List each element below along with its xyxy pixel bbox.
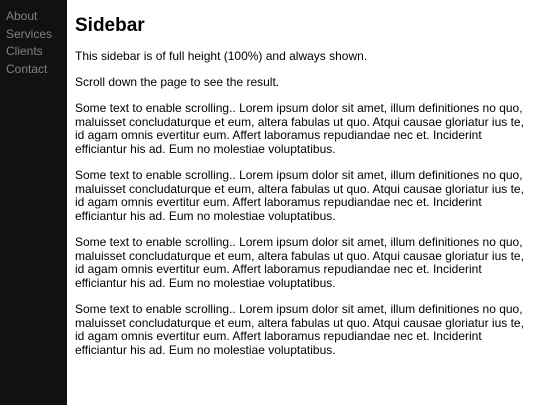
main-content (75, 0, 535, 357)
sidebar (0, 0, 67, 405)
sidebar-link-contact[interactable]: Contact (6, 61, 48, 76)
intro-text: This sidebar is of full height (100%) and always shown. (75, 49, 368, 63)
sidebar-link-about[interactable]: About (6, 9, 38, 23)
body-paragraph: Some text to enable scrolling.. Lorem ipsum dolor sit amet, illum definitiones no quo, maluisset concludaturque et eum, altera fabulas ut quo. Atqui causae gloriatur ius te, id agam omnis evertitur eum. Affert laboramus repudiandae nec et. Inciderint efficiantur his ad. Eum no molestiae voluptatibus. (75, 168, 524, 223)
sidebar-link-services[interactable]: Services (6, 26, 53, 41)
scroll-hint-text: Scroll down the page to see the result. (75, 74, 280, 89)
sidebar-link-clients[interactable]: Clients (6, 44, 43, 58)
body-paragraph: Some text to enable scrolling.. Lorem ipsum dolor sit amet, illum definitiones no quo, maluisset concludaturque et eum, altera fabulas ut quo. Atqui causae gloriatur ius te, id agam omnis evertitur eum. Affert laboramus repudiandae nec et. Inciderint efficiantur his ad. Eum no molestiae voluptatibus. (75, 235, 524, 290)
body-paragraph: Some text to enable scrolling.. Lorem ipsum dolor sit amet, illum definitiones no quo, maluisset concludaturque et eum, altera fabulas ut quo. Atqui causae gloriatur ius te, id agam omnis evertitur eum. Affert laboramus repudiandae nec et. Inciderint efficiantur his ad. Eum no molestiae voluptatibus. (75, 101, 524, 156)
body-paragraph: Some text to enable scrolling.. Lorem ipsum dolor sit amet, illum definitiones no quo, maluisset concludaturque et eum, altera fabulas ut quo. Atqui causae gloriatur ius te, id agam omnis evertitur eum. Affert laboramus repudiandae nec et. Inciderint efficiantur his ad. Eum no molestiae voluptatibus. (75, 302, 524, 357)
page-title: Sidebar (75, 15, 145, 36)
